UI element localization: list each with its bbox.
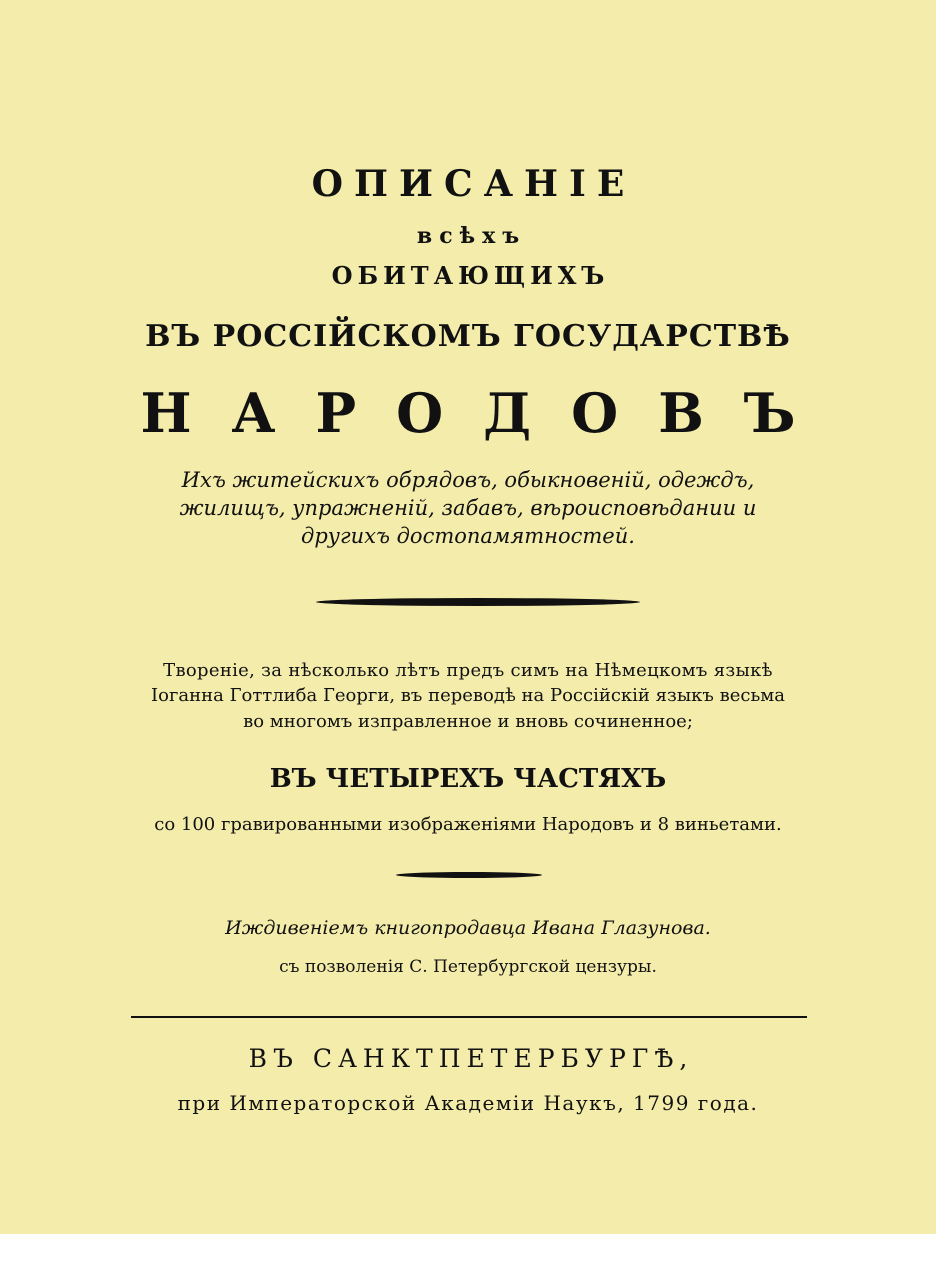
description-line: Твореніе, за нѣсколько лѣтъ предъ симъ на Нѣмецкомъ языкѣ [163,660,773,681]
subtitle-line: Ихъ житейскихъ обрядовъ, обыкновеній, одеждъ, [181,468,755,492]
publisher-line: Иждивеніемъ книгопродавца Ивана Глазунова. [225,917,711,939]
description-line: во многомъ изправленное и вновь сочиненное; [243,711,693,732]
imprint-line: при Императорской Академіи Наукъ, 1799 года. [177,1091,759,1115]
engravings-note: со 100 гравированными изображеніями Народовъ и 8 виньетами. [154,814,782,835]
title-obitayushchikh: ОБИТАЮЩИХЪ [331,261,610,290]
title-opisanie: ОПИСАНІЕ [311,163,636,205]
title-narodov: НАРОДОВЪ [140,381,836,445]
city-line: ВЪ САНКТПЕТЕРБУРГѢ, [248,1044,694,1073]
parts-heading: ВЪ ЧЕТЫРЕХЪ ЧАСТЯХЪ [269,764,667,794]
title-v-rossiyskom-gosudarstve: ВЪ РОССІЙСКОМЪ ГОСУДАРСТВѢ [145,319,791,354]
subtitle-line: другихъ достопамятностей. [301,524,635,548]
censorship-line: съ позволенія С. Петербургской цензуры. [279,957,657,977]
divider-short [396,872,542,878]
subtitle-line: жилищъ, упражненій, забавъ, вѣроисповѣдании и [179,496,757,520]
divider-thin [131,1016,807,1018]
divider-thick [316,598,640,606]
title-vsekh: всѣхъ [416,223,527,249]
description-line: Іоганна Готтлиба Георги, въ переводѣ на Россійскій языкъ весьма [151,685,785,706]
